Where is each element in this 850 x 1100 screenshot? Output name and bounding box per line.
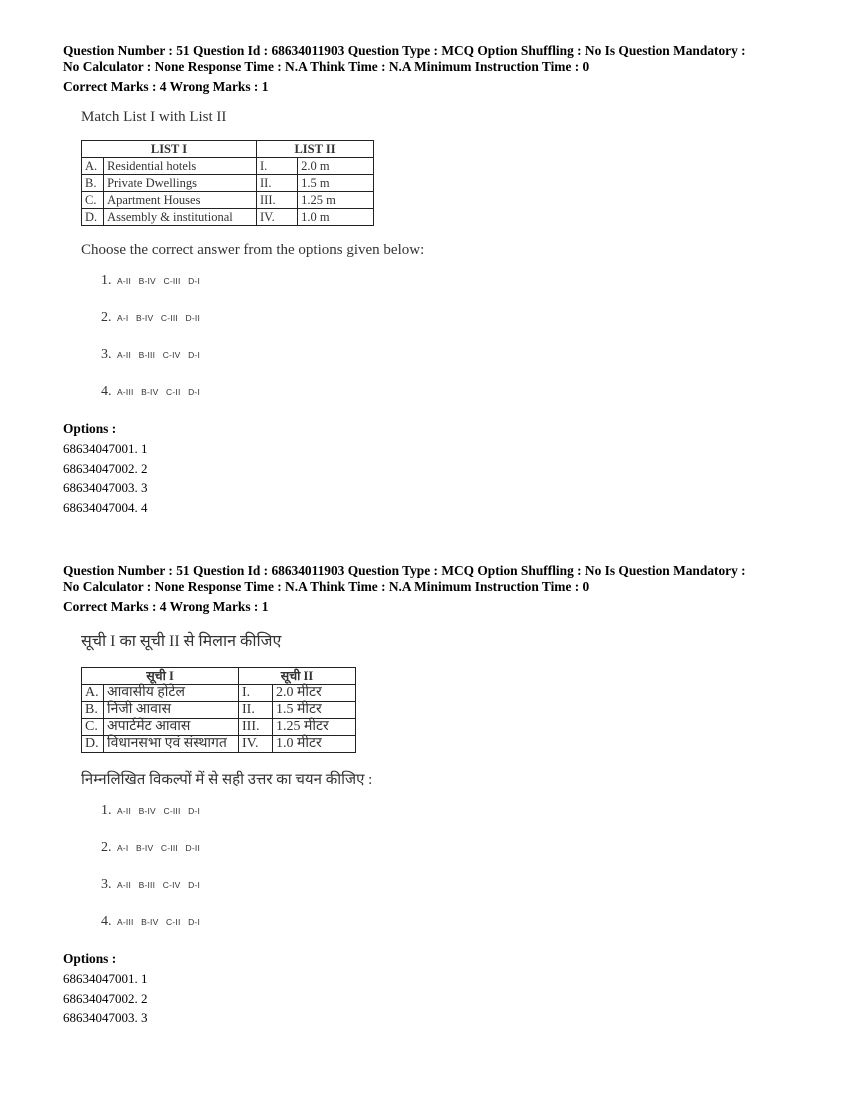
list-2-item: 1.5 मीटर [273, 702, 356, 719]
option-id: 68634047002. 2 [63, 990, 148, 1006]
table-row [82, 702, 356, 719]
answer-option-list [101, 803, 803, 951]
option-id-list [63, 439, 803, 518]
list-1-header: सूची I [82, 668, 239, 685]
list-1-header: LIST I [82, 141, 257, 158]
row-letter: B. [82, 175, 104, 192]
list-2-header: LIST II [257, 141, 374, 158]
match-table [81, 667, 356, 753]
question-meta [63, 563, 803, 615]
answer-option [101, 840, 803, 877]
meta-line-1: Question Number : 51 Question Id : 68634011903 Question Type : MCQ Option Shuffling : No Is Question Mandatory : [63, 563, 746, 578]
list-1-item: आवासीय होटेल [103, 685, 238, 702]
marks-line: Correct Marks : 4 Wrong Marks : 1 [63, 79, 269, 94]
option-number: 3. [101, 347, 112, 362]
option-codes: A-II B-III C-IV D-I [117, 350, 201, 360]
row-letter: D. [82, 209, 104, 226]
question-title: सूची I का सूची II से मिलान कीजिए [81, 633, 282, 650]
option-id: 68634047004. 4 [63, 500, 148, 516]
option-id: 68634047003. 3 [63, 480, 148, 496]
option-codes: A-III B-IV C-II D-I [117, 387, 201, 397]
list-1-item: अपार्टमेंट आवास [103, 719, 238, 736]
options-label: Options : [63, 421, 117, 436]
meta-line-2: No Calculator : None Response Time : N.A Think Time : N.A Minimum Instruction Time : 0 [63, 59, 590, 74]
option-codes: A-II B-IV C-III D-I [117, 806, 201, 816]
option-id: 68634047003. 3 [63, 1010, 148, 1026]
list-2-item: 1.25 मीटर [273, 719, 356, 736]
table-header-row [82, 141, 374, 158]
question-content [81, 629, 803, 951]
answer-option [101, 310, 803, 347]
table-row [82, 736, 356, 753]
answer-option [101, 877, 803, 914]
question-title: Match List I with List II [81, 109, 227, 125]
list-2-item: 1.25 m [298, 192, 374, 209]
row-roman: II. [257, 175, 298, 192]
answer-option [101, 384, 803, 421]
row-letter: B. [82, 702, 104, 719]
table-row [82, 158, 374, 175]
list-1-item: Residential hotels [104, 158, 257, 175]
list-2-header: सूची II [239, 668, 356, 685]
list-2-item: 2.0 मीटर [273, 685, 356, 702]
meta-line-2: No Calculator : None Response Time : N.A Think Time : N.A Minimum Instruction Time : 0 [63, 579, 590, 594]
row-roman: I. [257, 158, 298, 175]
answer-option [101, 914, 803, 951]
row-roman: IV. [239, 736, 273, 753]
answer-option-list [101, 273, 803, 421]
marks-line: Correct Marks : 4 Wrong Marks : 1 [63, 599, 269, 614]
option-codes: A-II B-IV C-III D-I [117, 276, 201, 286]
table-row [82, 719, 356, 736]
row-roman: III. [239, 719, 273, 736]
list-1-item: Assembly & institutional [104, 209, 257, 226]
answer-option [101, 803, 803, 840]
row-roman: IV. [257, 209, 298, 226]
answer-option [101, 347, 803, 384]
option-id: 68634047001. 1 [63, 441, 148, 456]
row-roman: II. [239, 702, 273, 719]
table-row [82, 685, 356, 702]
list-1-item: विधानसभा एवं संस्थागत [103, 736, 238, 753]
option-codes: A-III B-IV C-II D-I [117, 917, 201, 927]
list-1-item: Apartment Houses [104, 192, 257, 209]
list-2-item: 1.0 m [298, 209, 374, 226]
row-letter: A. [82, 685, 104, 702]
option-id-list [63, 969, 803, 1028]
table-row [82, 192, 374, 209]
question-block-english [63, 43, 803, 518]
meta-line-1: Question Number : 51 Question Id : 68634011903 Question Type : MCQ Option Shuffling : No Is Question Mandatory : [63, 43, 746, 58]
row-roman: III. [257, 192, 298, 209]
list-2-item: 1.5 m [298, 175, 374, 192]
table-row [82, 175, 374, 192]
match-table [81, 140, 374, 226]
row-letter: D. [82, 736, 104, 753]
answer-option [101, 273, 803, 310]
option-number: 2. [101, 310, 112, 325]
option-number: 3. [101, 877, 112, 892]
option-codes: A-I B-IV C-III D-II [117, 843, 201, 853]
option-number: 2. [101, 840, 112, 855]
row-letter: A. [82, 158, 104, 175]
row-roman: I. [239, 685, 273, 702]
question-meta [63, 43, 803, 95]
list-1-item: Private Dwellings [104, 175, 257, 192]
row-letter: C. [82, 192, 104, 209]
instruction-text: निम्नलिखित विकल्पों में से सही उत्तर का चयन कीजिए : [81, 772, 373, 788]
list-2-item: 2.0 m [298, 158, 374, 175]
option-codes: A-I B-IV C-III D-II [117, 313, 201, 323]
option-number: 4. [101, 384, 112, 399]
list-2-item: 1.0 मीटर [273, 736, 356, 753]
option-number: 1. [101, 273, 112, 288]
question-block-hindi [63, 563, 803, 1028]
option-id: 68634047001. 1 [63, 971, 148, 986]
row-letter: C. [82, 719, 104, 736]
question-content [81, 109, 803, 421]
option-id: 68634047002. 2 [63, 460, 148, 476]
instruction-text: Choose the correct answer from the options given below: [81, 242, 425, 258]
options-label: Options : [63, 951, 117, 966]
table-row [82, 209, 374, 226]
table-header-row [82, 668, 356, 685]
option-number: 1. [101, 803, 112, 818]
option-codes: A-II B-III C-IV D-I [117, 880, 201, 890]
option-number: 4. [101, 914, 112, 929]
list-1-item: निजी आवास [103, 702, 238, 719]
